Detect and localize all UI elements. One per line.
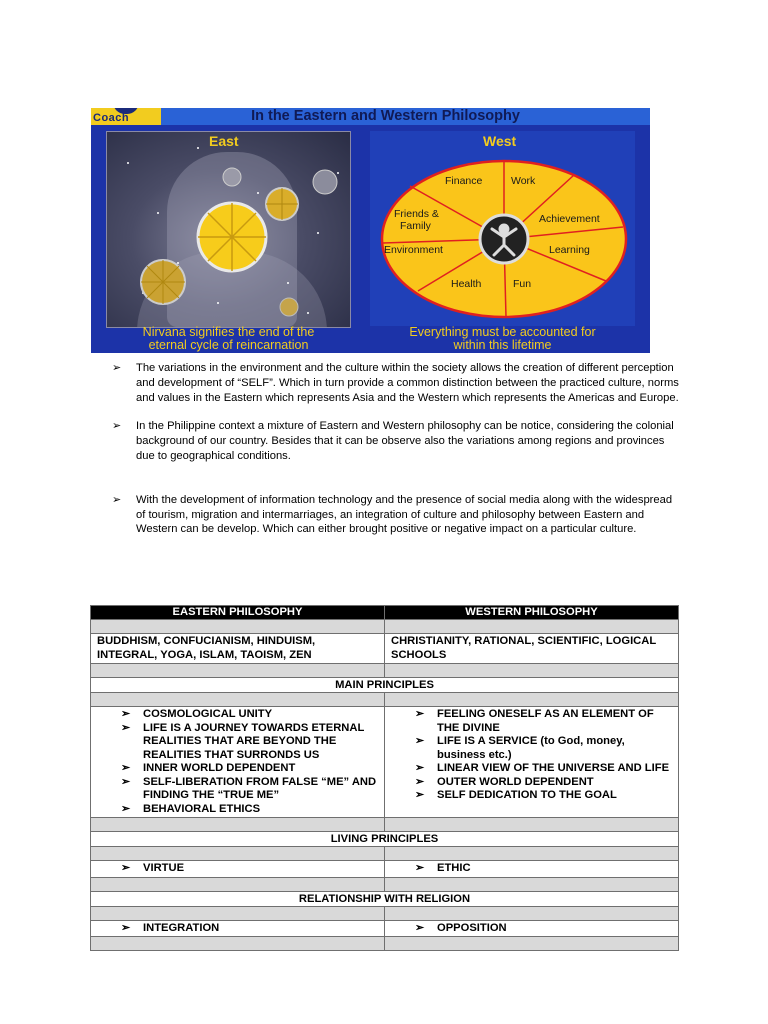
list-item: ➢ LINEAR VIEW OF THE UNIVERSE AND LIFE (415, 762, 670, 774)
bullet-list (112, 361, 682, 537)
list-item: ➢ SELF DEDICATION TO THE GOAL (415, 789, 617, 801)
list-item: ➢ VIRTUE (121, 862, 185, 874)
principles-row (91, 707, 679, 818)
wheel-label-work: Work (511, 175, 536, 187)
east-caption-line1: Nirvana signifies the end of the (142, 325, 315, 339)
spacer-row (91, 877, 679, 891)
western-living-list (391, 862, 672, 876)
western-principles-list (391, 708, 672, 803)
list-item: ➢ OPPOSITION (415, 921, 507, 934)
arrow-bullet-icon: ➢ (112, 493, 122, 506)
spacer-row (91, 620, 679, 634)
list-item: ➢ INNER WORLD DEPENDENT (121, 762, 296, 774)
list-item: ➢ COSMOLOGICAL UNITY (121, 708, 273, 720)
west-caption-line2: within this lifetime (453, 337, 552, 352)
arrow-bullet-icon: ➢ (121, 921, 131, 934)
header-eastern: EASTERN PHILOSOPHY (91, 606, 385, 620)
section-row (91, 832, 679, 847)
arrow-bullet-icon: ➢ (121, 862, 131, 874)
list-item: ➢ OUTER WORLD DEPENDENT (415, 775, 594, 788)
spacer-row (91, 818, 679, 832)
main-chakra-wheel (198, 203, 266, 271)
philosophy-comparison-table (90, 605, 679, 951)
eastern-principles-list (97, 708, 378, 816)
wheel-label-environment: Environment (384, 244, 443, 256)
spacer-row (91, 847, 679, 861)
eastern-schools: BUDDHISM, CONFUCIANISM, HINDUISM, INTEGRAL, YOGA, ISLAM, TAOISM, ZEN (91, 634, 385, 664)
arrow-bullet-icon: ➢ (415, 921, 425, 934)
west-caption (370, 326, 635, 351)
list-item: ➢ SELF-LIBERATION FROM FALSE “ME” AND FINDING THE “TRUE ME” (121, 775, 377, 801)
arrow-bullet-icon: ➢ (415, 762, 425, 774)
east-caption (106, 326, 351, 351)
bullet-item (112, 493, 682, 537)
arrow-bullet-icon: ➢ (415, 708, 425, 720)
list-item: ➢ BEHAVIORAL ETHICS (121, 802, 261, 815)
header-western: WESTERN PHILOSOPHY (385, 606, 679, 620)
philosophy-banner-image (91, 108, 650, 353)
section-row (91, 678, 679, 693)
arrow-bullet-icon: ➢ (112, 362, 122, 374)
arrow-bullet-icon: ➢ (415, 775, 425, 788)
living-row (91, 861, 679, 878)
wheel-label-fun: Fun (513, 278, 532, 290)
arrow-bullet-icon: ➢ (121, 802, 131, 815)
west-panel (370, 131, 635, 326)
east-label: East (209, 133, 239, 149)
life-balance-wheel (370, 131, 635, 326)
banner-title: In the Eastern and Western Philosophy (251, 108, 520, 124)
chakra-wheels-icon (107, 132, 350, 327)
spacer-row (91, 693, 679, 707)
arrow-bullet-icon: ➢ (121, 708, 131, 720)
list-item: ➢ ETHIC (415, 862, 471, 874)
section-relationship-religion: RELATIONSHIP WITH RELIGION (91, 891, 679, 906)
list-item: ➢ FEELING ONESELF AS AN ELEMENT OF THE DIVINE (415, 708, 654, 734)
table-header-row (91, 606, 679, 620)
western-religion-list (391, 922, 672, 936)
wheel-label-learning: Learning (549, 244, 590, 256)
arrow-bullet-icon: ➢ (112, 420, 122, 433)
list-item: ➢ LIFE IS A SERVICE (to God, money, business etc.) (415, 735, 625, 761)
arrow-bullet-icon: ➢ (415, 735, 425, 747)
spacer-row (91, 906, 679, 920)
west-label: West (483, 133, 517, 149)
arrow-bullet-icon: ➢ (121, 721, 131, 734)
section-living-principles: LIVING PRINCIPLES (91, 832, 679, 847)
spacer-row (91, 664, 679, 678)
eastern-living-list (97, 862, 378, 876)
bullet-item (112, 419, 682, 463)
east-caption-line2: eternal cycle of reincarnation (148, 337, 309, 352)
list-item: ➢ LIFE IS A JOURNEY TOWARDS ETERNAL REALITIES THAT ARE BEYOND THE REALITIES THAT SURRONDS US (121, 721, 365, 761)
bullet-text: The variations in the environment and the culture within the society allows the creation of different perception and development of “SELF”. Which in turn provide a common distinction between the practiced culture, norms and values in the Eastern which represents Asia and the Western which represents the Americas and Europe. (136, 362, 679, 404)
wheel-label-family: Family (400, 220, 431, 232)
bullet-text: With the development of information technology and the presence of social media along with the widespread of tourism, migration and intermarriages, an integration of culture and philosophy between Eastern and Western can be develop. Which can either brought positive or negative impact on a particular culture. (136, 493, 673, 536)
wheel-label-finance: Finance (445, 175, 483, 187)
schools-row (91, 634, 679, 664)
wheel-label-achievement: Achievement (539, 213, 600, 225)
bullet-item (112, 361, 682, 405)
wheel-label-friends: Friends & (394, 208, 439, 220)
religion-row (91, 920, 679, 937)
east-panel (106, 131, 351, 328)
spacer-row (91, 937, 679, 951)
arrow-bullet-icon: ➢ (121, 762, 131, 774)
arrow-bullet-icon: ➢ (415, 789, 425, 801)
western-schools: CHRISTIANITY, RATIONAL, SCIENTIFIC, LOGICAL SCHOOLS (385, 634, 679, 664)
section-main-principles: MAIN PRINCIPLES (91, 678, 679, 693)
arrow-bullet-icon: ➢ (121, 775, 131, 788)
west-caption-line1: Everything must be accounted for (409, 325, 596, 339)
list-item: ➢ INTEGRATION (121, 921, 220, 934)
eastern-religion-list (97, 922, 378, 936)
section-row (91, 891, 679, 906)
bullet-text: In the Philippine context a mixture of Eastern and Western philosophy can be notice, considering the colonial background of our country. Besides that it can be observe also the variations among regions and provinces due to geographical conditions. (136, 420, 674, 462)
logo-text: Coach (93, 112, 130, 124)
arrow-bullet-icon: ➢ (415, 862, 425, 874)
wheel-label-health: Health (451, 278, 482, 290)
